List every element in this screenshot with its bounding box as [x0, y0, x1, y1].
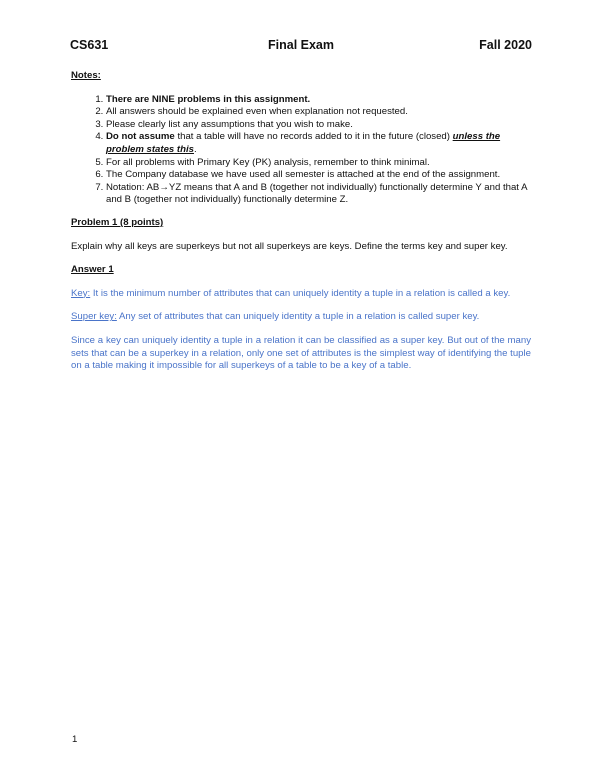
list-item [106, 119, 531, 132]
list-item [106, 182, 531, 207]
superkey-text: Any set of attributes that can uniquely identity a tuple in a relation is called super key. [116, 311, 480, 323]
note-text: All answers should be explained even when explanation not requested. [106, 106, 408, 118]
problem-1-heading: Problem 1 (8 points) [71, 216, 164, 228]
note-text: Please clearly list any assumptions that you wish to make. [106, 118, 353, 130]
note-text: that a table will have no records added to it in the future (closed) [174, 131, 453, 143]
problem-1-question: Explain why all keys are superkeys but not all superkeys are keys. Define the terms key and super key. [71, 240, 508, 252]
list-item [106, 131, 531, 156]
note-emphasis-text: unless the problem states this [106, 131, 501, 155]
note-text: The Company database we have used all semester is attached at the end of the assignment. [106, 169, 501, 181]
superkey-label: Super key: [71, 311, 117, 323]
note-text: There are NINE problems in this assignment. [106, 93, 311, 105]
notes-heading: Notes: [71, 70, 101, 81]
answer-explanation: Since a key can uniquely identity a tuple in a relation it can be classified as a super key. But out of the many sets that can be a superkey in a relation, only one set of attributes is the simplest way of identifying the tuple on a table making it impossible for all superkeys of a table to be a key of a table. [71, 334, 531, 372]
exam-title: Final Exam [268, 38, 334, 52]
course-code: CS631 [70, 38, 109, 52]
list-item [106, 94, 531, 107]
list-item [106, 157, 531, 170]
page-number: 1 [72, 734, 78, 745]
key-label: Key: [71, 287, 91, 299]
page-header [70, 38, 532, 54]
superkey-definition [71, 311, 531, 324]
notes-list [71, 94, 531, 207]
note-text: Notation: AB→YZ means that A and B (together not individually) functionally determine Y and that A and B (together not individually) functionally determine Z. [106, 181, 527, 206]
exam-term: Fall 2020 [479, 38, 532, 52]
key-text: It is the minimum number of attributes that can uniquely identity a tuple in a relation is called a key. [90, 287, 511, 299]
note-text: For all problems with Primary Key (PK) analysis, remember to think minimal. [106, 156, 430, 168]
answer-1-heading: Answer 1 [71, 264, 114, 276]
note-end-text: . [193, 143, 197, 155]
note-bold-text: Do not assume [106, 131, 175, 143]
list-item [106, 169, 531, 182]
key-definition [71, 288, 531, 301]
list-item [106, 106, 531, 119]
document-body [71, 70, 531, 384]
